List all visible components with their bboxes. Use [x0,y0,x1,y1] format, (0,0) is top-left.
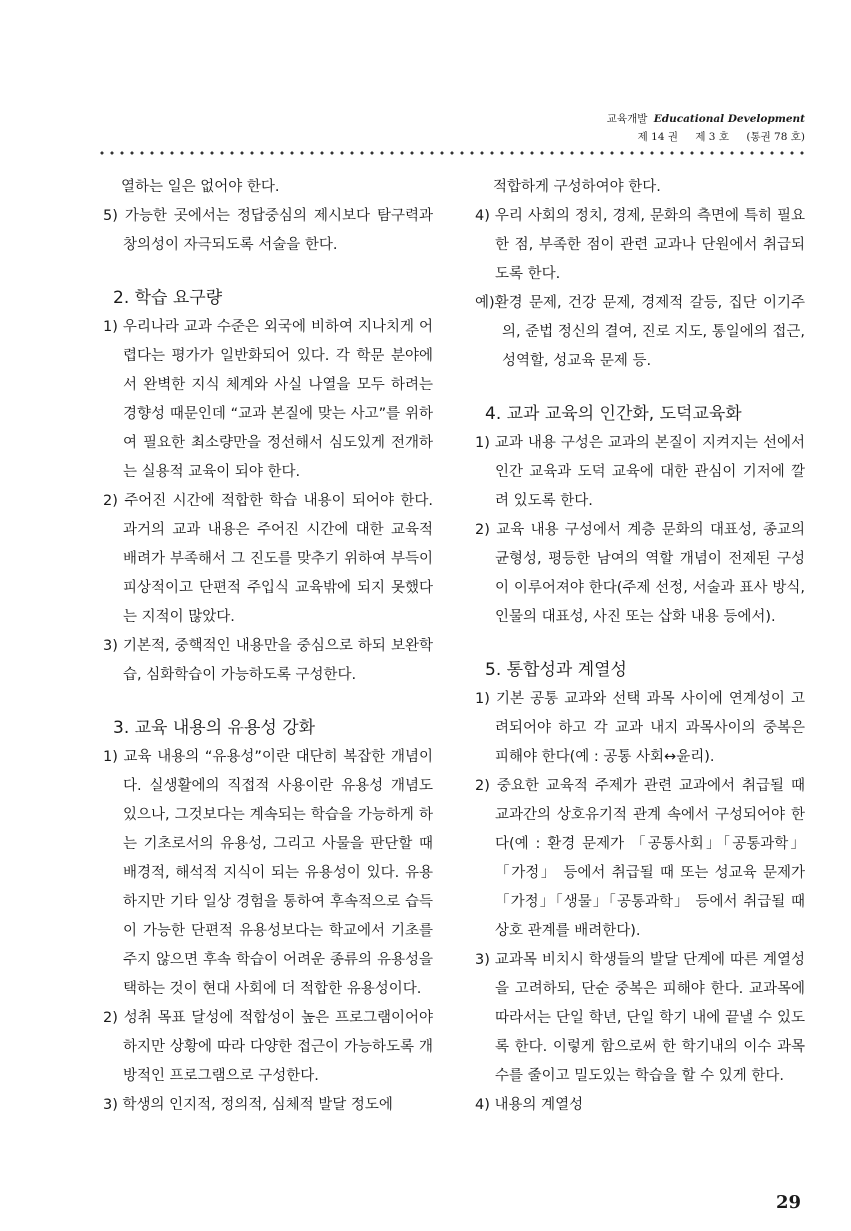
issue: 제 3 호 [695,131,729,143]
section5-item-2: 2) 중요한 교육적 주제가 관련 교과에서 취급될 때 교과간의 상호유기적 관계 속에서 구성되어야 한다(예 : 환경 문제가 「공통사회」「공통과학」「가정」 등에서 취급될 때 또는 성교육 문제가 「가정」「생물」「공통과학」 등에서 취급될 때 상호 관계를 배려한다). [475,778,805,939]
section-heading-3: 3. 교육 내용의 유용성 강화 [113,718,316,738]
section2-item-2: 2) 주어진 시간에 적합한 학습 내용이 되어야 한다. 과거의 교과 내용은 주어진 시간에 대한 교육적 배려가 부족해서 그 진도를 맞추기 위하여 부득이 피상적이고 단편적 주입식 교육밖에 되지 못했다는 지적이 많았다. [103,493,433,625]
section2-item-3: 3) 기본적, 중핵적인 내용만을 중심으로 하되 보완학습, 심화학습이 가능하도록 구성한다. [103,638,433,683]
journal-title [585,110,805,128]
section-heading-2: 2. 학습 요구량 [113,288,223,308]
list-item-5: 5) 가능한 곳에서는 정답중심의 제시보다 탐구력과 창의성이 자극되도록 서술을 한다. [103,208,433,253]
section-heading-5: 5. 통합성과 계열성 [485,660,627,680]
left-column [103,173,433,1120]
section3-item-1: 1) 교육 내용의 “유용성”이란 대단히 복잡한 개념이다. 실생활에의 직접적 사용이란 유용성 개념도 있으나, 그것보다는 계속되는 학습을 가능하게 하는 기초로서의 유용성, 그리고 사물을 판단할 때 배경적, 해석적 지식이 되는 유용성이 있다. 유용하지만 기타 일상 경험을 통하여 후속적으로 습득이 가능한 단편적 유용성보다는 학교에서 기초를 주지 않으면 후속 학습이 어려운 종류의 유용성을 택하는 것이 현대 사회에 더 적합한 유용성이다. [103,749,433,997]
right-column [475,173,805,1120]
section3-item-3: 3) 학생의 인지적, 정의적, 심체적 발달 정도에 [103,1097,393,1113]
section3-item-4: 4) 우리 사회의 정치, 경제, 문화의 측면에 특히 필요한 점, 부족한 점이 관련 교과나 단원에서 취급되도록 한다. [475,208,805,282]
volume: 제 14 권 [637,131,678,143]
section4-item-1: 1) 교과 내용 구성은 교과의 본질이 지켜지는 선에서 인간 교육과 도덕 교육에 대한 관심이 기저에 깔려 있도록 한다. [475,435,805,509]
section-heading-4: 4. 교과 교육의 인간화, 도덕교육화 [485,404,742,424]
section5-item-3: 3) 교과목 비치시 학생들의 발달 단계에 따른 계열성을 고려하되, 단순 중복은 피해야 한다. 교과목에 따라서는 단일 학년, 단일 학기 내에 끝낼 수 있도록 한다. 이렇게 함으로써 한 학기내의 이수 과목수를 줄이고 밀도있는 학습을 할 수 있게 한다. [475,952,805,1084]
section5-item-1: 1) 기본 공통 교과와 선택 과목 사이에 연계성이 고려되어야 하고 각 교과 내지 과목사이의 중복은 피해야 한다(예 : 공통 사회↔윤리). [475,691,805,765]
dotted-divider [97,150,804,156]
volume-info [585,128,805,146]
journal-title-en: Educational Development [653,113,805,125]
serial-number: (통권 78 호) [746,131,805,143]
section5-item-4: 4) 내용의 계열성 [475,1097,584,1113]
running-header [585,110,805,146]
page-number: 29 [775,1192,801,1213]
section4-item-2: 2) 교육 내용 구성에서 계층 문화의 대표성, 종교의 균형성, 평등한 남여의 역할 개념이 전제된 구성이 이루어져야 한다(주제 선정, 서술과 표사 방식, 인물의 대표성, 사진 또는 삽화 내용 등에서). [475,522,805,625]
paragraph-continuation: 적합하게 구성하여야 한다. [493,179,661,195]
paragraph-continuation: 열하는 일은 없어야 한다. [121,179,280,195]
section3-example: 예)환경 문제, 건강 문제, 경제적 갈등, 집단 이기주의, 준법 정신의 결여, 진로 지도, 통일에의 접근, 성역할, 성교육 문제 등. [475,295,805,369]
journal-title-kr: 교육개발 [606,113,648,125]
section2-item-1: 1) 우리나라 교과 수준은 외국에 비하여 지나치게 어렵다는 평가가 일반화되어 있다. 각 학문 분야에서 완벽한 지식 체계와 사실 나열을 모두 하려는 경향성 때문인데 “교과 본질에 맞는 사고”를 위하여 필요한 최소량만을 정선해서 심도있게 전개하는 실용적 교육이 되야 한다. [103,319,433,480]
section3-item-2: 2) 성취 목표 달성에 적합성이 높은 프로그램이어야 하지만 상황에 따라 다양한 접근이 가능하도록 개방적인 프로그램으로 구성한다. [103,1010,433,1084]
